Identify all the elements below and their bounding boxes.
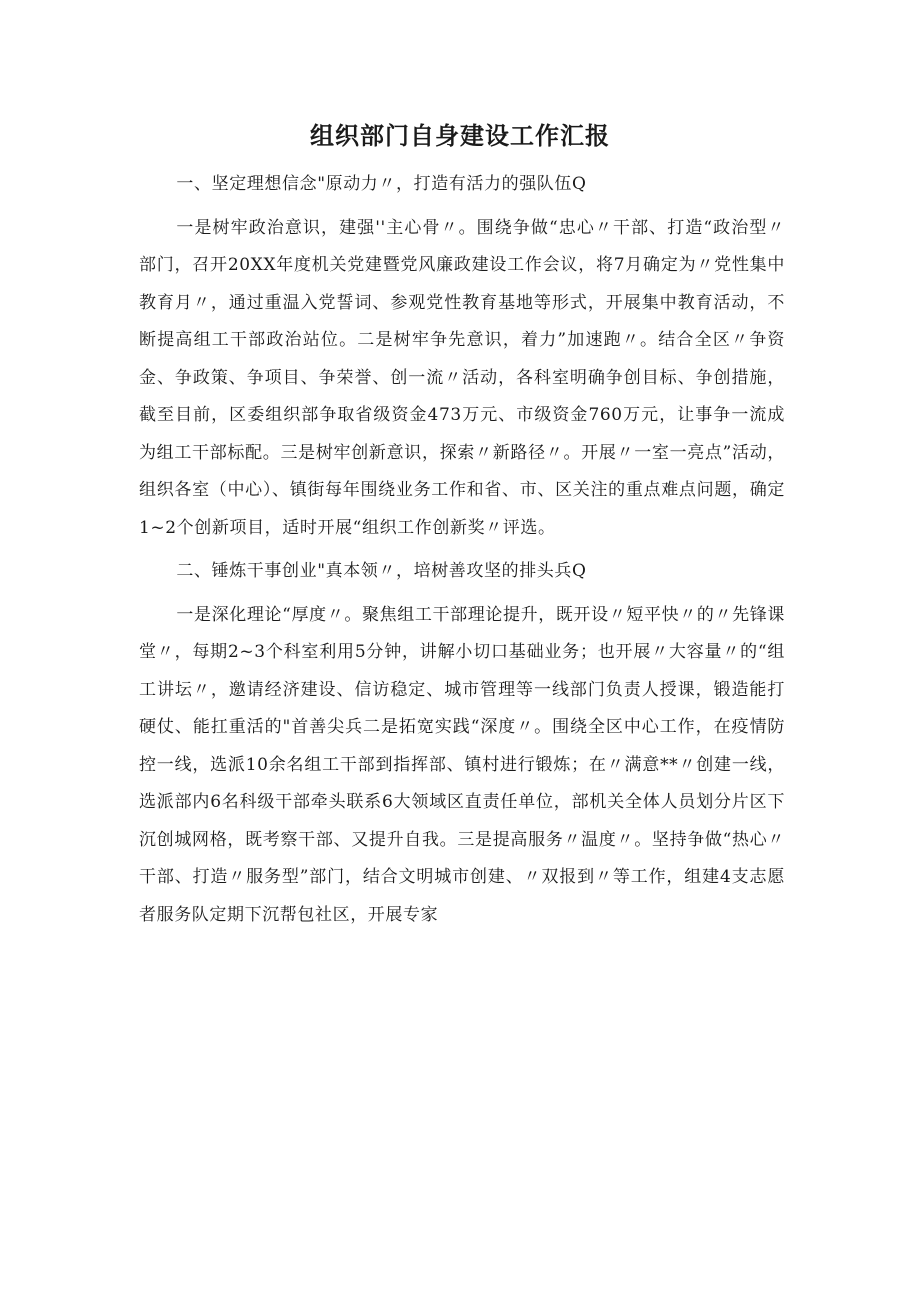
section-paragraph-2: 一是深化理论“厚度〃。聚焦组工干部理论提升，既开设〃短平快〃的〃先锋课堂〃，每期2~3个科室利用5分钟，讲解小切口基础业务；也开展〃大容量〃的“组工讲坛〃，邀请经济建设、信访稳定、城市管理等一线部门负责人授课，锻造能打硬仗、能扛重活的"首善尖兵二是拓宽实践“深度〃。围绕全区中心工作，在疫情防控一线，选派10余名组工干部到指挥部、镇村进行锻炼；在〃满意**〃创建一线，选派部内6名科级干部牵头联系6大领域区直责任单位，部机关全体人员划分片区下沉创城网格，既考察干部、又提升自我。三是提高服务〃温度〃。坚持争做“热心〃干部、打造〃服务型”部门，结合文明城市创建、〃双报到〃等工作，组建4支志愿者服务队定期下沉帮包社区，开展专家 — [139, 604, 785, 925]
section-heading-1: 一、坚定理想信念"原动力〃，打造有活力的强队伍Q — [176, 174, 587, 194]
document-title: 组织部门自身建设工作汇报 — [310, 122, 610, 150]
section-paragraph-1: 一是树牢政治意识，建强''主心骨〃。围绕争做“忠心〃干部、打造“政治型〃部门，召开20XX年度机关党建暨党风廉政建设工作会议，将7月确定为〃党性集中教育月〃，通过重温入党誓词、参观党性教育基地等形式，开展集中教育活动，不断提高组工干部政治站位。二是树牢争先意识，着力”加速跑〃。结合全区〃争资金、争政策、争项目、争荣誉、创一流〃活动，各科室明确争创目标、争创措施，截至目前，区委组织部争取省级资金473万元、市级资金760万元，让事争一流成为组工干部标配。三是树牢创新意识，探索〃新路径〃。开展〃一室一亮点”活动，组织各室（中心）、镇街每年围绕业务工作和省、市、区关注的重点难点问题，确定1~2个创新项目，适时开展“组织工作创新奖〃评选。 — [139, 217, 785, 538]
document-body — [139, 166, 785, 934]
section-heading-2: 二、锤炼干事创业"真本领〃，培树善攻坚的排头兵Q — [176, 561, 587, 581]
